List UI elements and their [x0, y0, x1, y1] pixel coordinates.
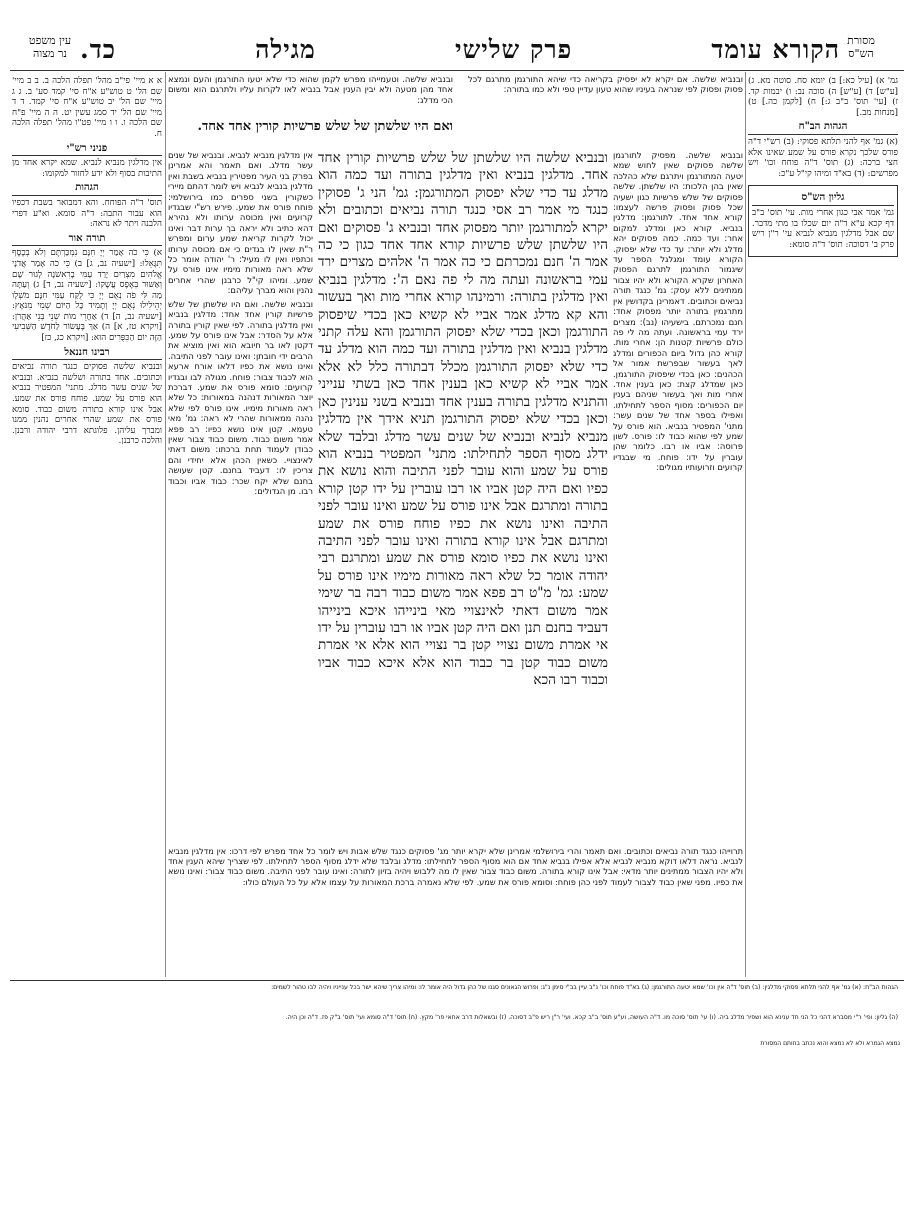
rashi-left-text: ובנביא שלשה. ואם היו שלשתן של שלש פרשיות קורין אחד אחד: מדלגין בנביא ואין מדלגין בתורה. לפי שאין קורין בתורה אלא על הסדר: אבל אינו פורס על שמע. דקטן לאו בר חיובא הוא ואין מוציא את הרבים ידי חובתן: ואינו עובר לפני התיבה. ואינו נושא את כפיו דלאו אורח ארעא הוא לכבוד צבור: פוחח. מגולה לבו ובגדיו קרועים: סומא פורס את שמע. דברכת יוצר המאורות דנהנה במאורות: כל שלא ראה מאורות מימיו. אינו פורס לפי שלא נהנה ממאורות שהרי לא ראה: גמ' מאי טעמא. קטן אינו נושא כפיו: רב פפא אמר משום כבוד. משום כבוד צבור שאין כבודן לעמוד תחת ברכתו: משום דאתי לאינצויי. כשאין הכהן אלא יחידי והם צריכין לו: דעביד בחנם. קטן שעושה בחנם שלא יקח שכר: כבוד אביו וכבוד רבו. מן הגדולים:	[168, 298, 313, 496]
bottom-rule	[10, 980, 904, 981]
header-folio: כד.	[80, 35, 116, 64]
rabbeinu-chananel-text: ובנביא שלשה פסוקים כנגד תורה נביאים וכתובים. אחד בתורה ושלשה בנביא. ובנביא של שנים עשר מדלג. מתני' המפטיר בנביא הוא פורס על שמע. פוחח פורס את שמע. אבל אינו קורא בתורה משום כבוד. סומא פורס את שמע שהרי אחרים נהנין ממנו ומברך עליהן. פלוגתא דרבי יהודה ורבנן. והלכה כרבנן.	[12, 362, 162, 447]
gilyon-heading: גליון הש"ס	[752, 193, 894, 206]
ein-mishpat-entries: א א מיי' פי"ב מהל' תפלה הלכה ב. ב ב מיי' שם הל' ט טוש"ע א"ח סי' קמד סע' ב. ג ג מיי' שם הל' יב טוש"ע א"ח סי' קמד. ד ד מיי' שם הל' יד סמג עשין יט. ה ה מיי' פ"ח שם הלכה ו. ו ו מיי' פט"ו מהל' תפלה הלכה ח.	[12, 76, 162, 139]
torah-or-text: א) כִּי כֹה אָמַר יְיָ חִנָּם נִמְכַּרְתֶּם וְלֹא בְכֶסֶף תִּגָּאֵלוּ: [ישעיה נב, ג] ב) כִּי כֹה אָמַר אֲדֹנָי אֱלֹהִים מִצְרַיִם יָרַד עַמִּי בָרִאשֹׁנָה לָגוּר שָׁם וְאַשּׁוּר בְּאֶפֶס עֲשָׁקוֹ: [ישעיה נב, ד] ג) וְעַתָּה מַה לִּי פֹה נְאֻם יְיָ כִּי לֻקַּח עַמִּי חִנָּם מֹשְׁלָו יְהֵילִילוּ נְאֻם יְיָ וְתָמִיד כָּל הַיּוֹם שְׁמִי מִנֹּאָץ: [ישעיה נב, ה] ד) אַחֲרֵי מוֹת שְׁנֵי בְּנֵי אַהֲרֹן: [ויקרא טז, א] ה) אַךְ בֶּעָשׂוֹר לַחֹדֶשׁ הַשְּׁבִיעִי הַזֶּה יוֹם הַכִּפֻּרִים הוּא: [ויקרא כג, כז]	[12, 248, 162, 344]
gilyon-box	[748, 185, 898, 257]
hagahot-bach-text: (א) גמ' אף להני תלתא פסוקי: (ב) רש"י ד"ה פורס שלכך נקרא פורס על שמע שאינו אלא חצי ברכה: (ג) תוס' ד"ה פוחח וכו' ויש מפרשים: (ד) בא"ד ומיהו קי"ל ע"כ:	[748, 136, 898, 179]
bottom-tosafot	[168, 846, 743, 976]
gilyon-text: גמ' אמר אבי כגון אחרי מות. עי' תוס' ב"ב דף קכא ע"א ד"ה יום שכלו בו מתי מדבר. שם אבל מדלגין מנביא לנביא עי' ר"ן ריש פרק ב' דסוכה: תוס' ד"ה סומא:	[752, 207, 894, 250]
pninei-rashi-heading: פניני רש"י	[12, 144, 162, 157]
left-margin-divider	[165, 72, 166, 977]
right-margin-divider	[745, 72, 746, 977]
hagahot-heading: הגהות	[12, 183, 162, 196]
left-margin	[12, 76, 162, 976]
masoret-entries: גמ' א) [עיל כא:] ב) יומא סח. סוטה מא. ג) [ע"ש] ד) [ע"ש] ה) סוכה נב: ו) יבמות קד. ז) [עי' תוס' ב"ב ג:] ח) [לקמן כה.] ט) [מנחות מב.]	[748, 76, 898, 118]
bottom-tosafot-text: תרוייהו כנגד תורה נביאים וכתובים. ואם תאמר והרי בירושלמי אמרינן שלא יקרא יותר מג' פסוקים כנגד שלש אבות ויש לומר כל אחד מפרש לפי דרכו: אין מדלגין מנביא לנביא. נראה דלאו דוקא מנביא לנביא אלא אפילו בנביא אחד אם הוא מסוף הספר לתחילתו: מדלג ובלבד שלא ידלג מסוף הספר לתחילתו. לפי שצריך שיהא הענין אחד ולא יהיו הצבור ממתינים יותר מדאי: אבל אינו קורא בתורה. משום כבוד צבור שאין לו מה ללבוש ויהיה בזיון לתורה: ואינו עובר לפני התיבה. משום כבוד צבור: ואינו נושא את כפיו. מפני שאין כבוד לצבור לעמוד לפני כהן פוחח: וסומא פורס את שמע. לפי שלא נאמרה ברכת המאורות על עצמו אלא על כל העולם כולו:	[168, 846, 743, 887]
tosafot-column	[168, 150, 313, 840]
footer-notes	[168, 1014, 898, 1036]
page-header	[80, 30, 840, 70]
hagahot-bach-heading: הגהות הב"ח	[748, 122, 898, 135]
header-chapter: פרק שלישי	[455, 35, 573, 64]
footer-hagahot-text: הגהות הב"ח: (א) גמ' אף להני תלתא פסוקי מדלגין: (ב) תוס' ד"ה אין וכו' שמא יטעה התורגמן: (ג) בא"ד פוחח וכו' נ"ב עיין בב"י סימן נ"ג: ופרוש הגאונים סגנו של כהן גדול היה אומר לו: ומיהו צריך שיהא ישר בכל ענייניו ויהיה לבו טהור לשמים:	[271, 984, 898, 991]
rashi-column	[613, 150, 743, 840]
gemara-text: ובנביא שלשה היו שלשתן של שלש פרשיות קורין אחד אחד. מדלגין בנביא ואין מדלגין בתורה ועד כמה הוא מדלג עד כדי שלא יפסוק המתורגמן: גמ' הני ג' פסוקין כנגד מי אמר רב אסי כנגד תורה נביאים וכתובים ולא יקרא למתורגמן יותר מפסוק אחד ובנביא ג' פסוקים ואם היו שלשתן שלש פרשיות קורא אחד אחד כגון כי כה אמר ה' חנם נמכרתם כי כה אמר ה' אלהים מצרים ירד עמי בראשונה ועתה מה לי פה נאם ה': מדלגין בנביא ואין מדלגין בתורה: ורמינהו קורא אחרי מות ואך בעשור והא קא מדלג אמר אביי לא קשיא כאן בכדי שיפסוק התורגמן וכאן בכדי שלא יפסוק התורגמן והא עלה קתני מדלגין בנביא ואין מדלגין בתורה ועד כמה הוא מדלג עד כדי שלא יפסוק התורגמן מכלל דבתורה כלל לא אלא אמר אביי לא קשיא כאן בענין אחד כאן בשתי ענייני והתניא מדלגין בתורה בענין אחד ובנביא בשני ענינין כאן וכאן בכדי שלא יפסוק התורגמן תניא אידך אין מדלגין מנביא לנביא ובנביא של שנים עשר מדלג ובלבד שלא ידלג מסוף הספר לתחילתו: מתני' המפטיר בנביא הוא פורס על שמע והוא עובר לפני התיבה והוא נושא את כפיו ואם היה קטן אביו או רבו עוברין על ידו קטן קורא בתורה ומתרגם אבל אינו פורס על שמע ואינו עובר לפני התיבה ואינו נושא את כפיו פוחח פורס את שמע ומתרגם אבל אינו קורא בתורה ואינו עובר לפני התיבה ואינו נושא את כפיו סומא פורס את שמע ומתרגם רבי יהודה אומר כל שלא ראה מאורות מימיו אינו פורס על שמע: גמ' מ"ט רב פפא אמר משום כבוד רבה בר שימי אמר משום דאתי לאינצויי מאי בינייהו איכא בינייהו דעביד בחנם תנן ואם היה קטן אביו או רבו עוברין על ידו אי אמרת משום נצויי קטן בר נצויי הוא אלא אי אמרת משום כבוד קטן בר כבוד הוא אלא איכא כבוד אביו וכבוד רבו הכא	[318, 150, 608, 689]
footer-line-text: נמצא הגמרא ולא לא נמצא והוא נכתב בחותם המסורת	[760, 1040, 900, 1047]
top-left-text: ובנביא שלשה. וטעמייהו מפרש לקמן שהוא כדי שלא יטעו התורגמן והעם ונמצא אחד מהן מטעה ולא יבין הענין אבל בנביא לאו לקרות עליו ולתרגם הוא ומשום הכי מדלג:	[168, 74, 453, 105]
header-title: הקורא עומד	[711, 35, 840, 64]
footer-hagahot	[168, 984, 898, 1012]
footer-notes-text: (ה) גליון: ופי' ר"י מסברא דהני כל הני חד ענינא הוא ושפיר מדלג ביה. (ו) עי' תוס' סוכה מו. ד"ה העושה, וע"ע תוס' ב"ב קכא. ועי' ר"ן ריש פ"ב דסוכה. (ז) ובשאלות דרב אחאי פר' מקץ. (ח) תוס' ד"ה סומא ועי' תוס' ב"ק פז. ד"ה וכן היה.	[285, 1014, 898, 1021]
top-main-caption-text: ואם היו שלשתן של שלש פרשיות קורין אחד אחד.	[197, 119, 453, 134]
torah-or-heading: תורה אור	[12, 234, 162, 247]
masoret-hashas-label: מסורת הש"ס	[847, 34, 875, 60]
gemara-main-text	[318, 150, 608, 840]
right-margin	[748, 76, 898, 976]
footer-line	[560, 1040, 900, 1050]
ein-mishpat-label: עין משפט נר מצוה	[28, 34, 72, 60]
header-tractate: מגילה	[255, 35, 316, 64]
hagahot-text: תוס' ד"ה הפוחח. והא דמבואר בשבת דכפיו הוא עבור התבה: ד"ה סומא. וא"ע דפרי הלבנה ויתר לא נראה:	[12, 197, 162, 230]
rashi-text: ובנביא שלשה. מפסיק לתורגמן שלשה פסוקים שאין לחוש שמא יטעה המתורגמן ויתרגם שלא כהלכה שאין בהן הלכות: היו שלשתן. שלשה פסוקים של שלש פרשיות כגון ישעיה שכל פסוק ופסוק פרשה לעצמו: קורא אחד אחד. לתורגמן: מדלגין בנביא. קורא כאן ומדלג למקום אחר: ועד כמה. כמה פסוקים יהא מדלג ולא יותר: עד כדי שלא יפסוק. הקורא עומד ומגלגל הספר עד שיגמור התורגמן לתרגם הפסוק האחרון שקרא הקורא ולא יהיו צבור ממתינים ללא עסק: גמ' כנגד תורה נביאים וכתובים. דאמרינן בקדושין אין מתרגמין בתורה יותר מפסוק אחד: חנם נמכרתם. בישעיהו (נב): מצרים ירד עמי בראשונה. ועתה מה לי פה כולם פרשיות קטנות הן: אחרי מות. קורא כהן גדול ביום הכפורים ומדלג לאך בעשור שבפרשת אמור אל הכהנים: כאן בכדי שיפסוק התורגמן. כאן שמדלג קצת: כאן בענין אחד. אחרי מות ואך בעשור שניהם בענין יום הכפורים: מסוף הספר לתחילתו. ואפילו בספר אחד של שנים עשר: מתני' המפטיר בנביא. הוא פורס על שמע לפי שהוא כבוד לו: פורס. לשון פרוסה: אביו או רבו. כלומר שהן עוברין על ידו: פוחח. מי שבגדיו קרועים וזרועותיו מגולים:	[613, 150, 743, 473]
pninei-rashi-text: אין מדלגין מנביא לנביא. שמא יקרא אחד מן התיבות בסוף ולא ידע לחזור למקומו:	[12, 158, 162, 179]
header-rule	[10, 70, 904, 71]
tosafot-text: אין מדלגין מנביא לנביא. ובנביא של שנים עשר מדלג. ואם תאמר והא אמרינן בפרק בני העיר מפטירין בנביא בשבת ואין מדלגין בנביא לנביא ויש לומר דהתם מיירי כשקורין בשני ספרים כמו בירושלמי: פוחח פורס את שמע. פירש רש"י שבגדיו קרועים ואין מכוסה ערותו ולא נהירא דהא כתיב ולא יראה בך ערות דבר ואינו יכול לקרות קריאת שמע ערום ומפרש ר"ת שאין לו בגדים כי אם מכוסה ערותו וכתפיו ואין לו מעיל: ר' יהודה אומר כל שלא ראה מאורות מימיו אינו פורס על שמע. ומיהו קי"ל כרבנן שהרי אחרים נהנין והוא מברך עליהם:	[168, 150, 313, 296]
rabbeinu-chananel-heading: רבינו חננאל	[12, 348, 162, 361]
top-right-text: ובנביא שלשה. אם יקרא לא יפסיק בקריאה כדי שיהא התורגמן מתרגם לכל פסוק ופסוק לפי שנראה בעיניו שהוא טעון עדיין טפי ולא כמו בתורה:	[468, 74, 743, 95]
top-main-caption	[168, 118, 453, 142]
top-rashi-left	[168, 74, 453, 114]
top-rashi-right	[468, 74, 743, 158]
